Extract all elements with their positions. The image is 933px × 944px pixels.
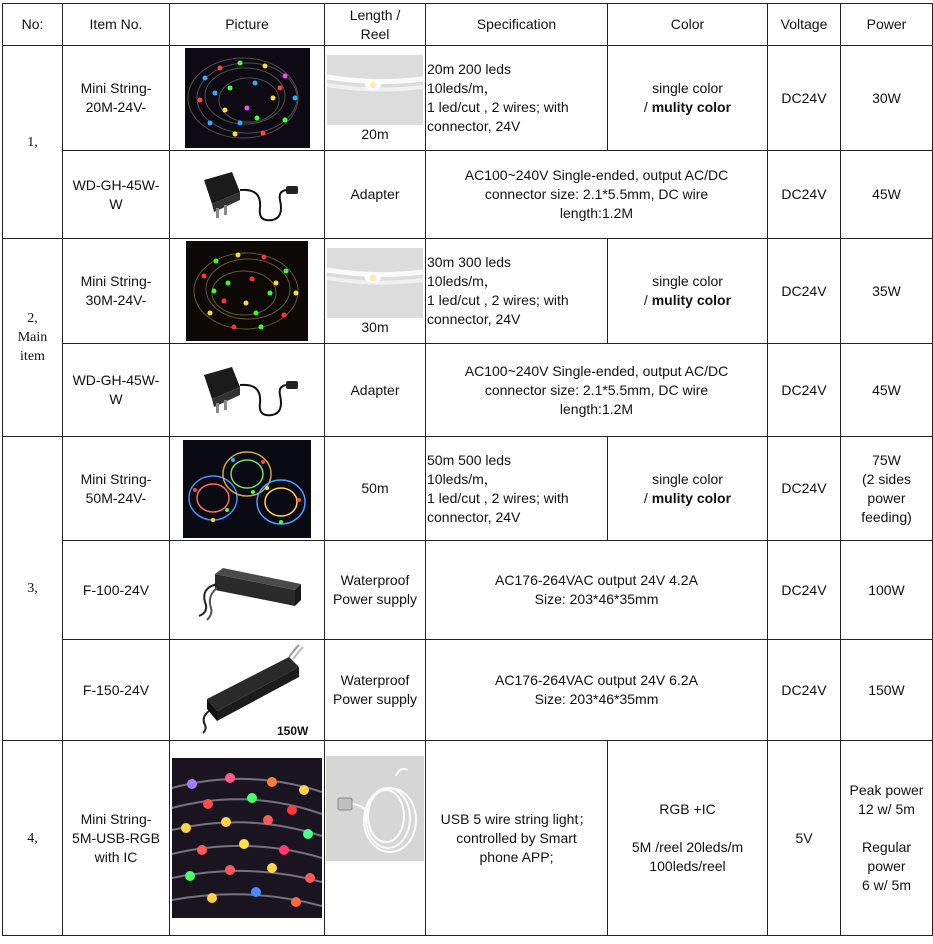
- power-line: power: [867, 858, 906, 874]
- item-line: 20M-24V-: [85, 99, 147, 115]
- specification: [426, 344, 768, 437]
- voltage-cell: DC24V: [768, 46, 841, 151]
- item-line: with IC: [94, 848, 138, 865]
- length-value: 30m: [361, 318, 389, 335]
- item-line: W: [109, 391, 123, 407]
- fairy-lights-photo-icon: [183, 440, 311, 538]
- item-number: F-150-24V: [63, 640, 170, 741]
- power-cell: 35W: [841, 239, 933, 344]
- spec-line: 10leds/m，: [427, 273, 498, 289]
- spec-line: 20m 200 leds: [427, 61, 512, 77]
- product-picture: [170, 741, 325, 936]
- spec-line: phone APP;: [479, 848, 554, 865]
- spec-line: AC100~240V Single-ended, output AC/DC: [464, 167, 729, 183]
- spec-line: 1 led/cut , 2 wires; with: [427, 489, 569, 506]
- item-line: Mini String-: [80, 470, 152, 487]
- header-voltage: Voltage: [768, 4, 841, 46]
- spec-line: AC176-264VAC output 24V 6.2A: [495, 672, 698, 688]
- spec-line: USB 5 wire string light；: [440, 810, 593, 827]
- spec-line: connector, 24V: [427, 311, 521, 327]
- item-line: WD-GH-45W-: [72, 372, 160, 388]
- voltage-cell: 5V: [768, 741, 841, 936]
- spec-line: length:1.2M: [559, 400, 634, 417]
- table-row: [3, 239, 933, 344]
- length-cell: [325, 741, 426, 936]
- waterproof-power-supply-photo-icon: [187, 550, 307, 630]
- power-line: 6 w/ 5m: [861, 877, 911, 893]
- item-line: Mini String-: [80, 80, 152, 96]
- product-picture: [170, 151, 325, 239]
- header-length: [325, 4, 426, 46]
- table-row: [3, 741, 933, 936]
- length-cell: [325, 541, 426, 640]
- header-length-line2: Reel: [360, 25, 390, 42]
- color-line: mulity color: [651, 99, 732, 115]
- item-number: [63, 344, 170, 437]
- color-line: single color: [652, 273, 723, 289]
- spec-line: 1 led/cut , 2 wires; with: [427, 99, 569, 115]
- power-line: Regular: [861, 839, 912, 855]
- header-row: [3, 4, 933, 46]
- product-picture: [170, 46, 325, 151]
- product-picture: [170, 640, 325, 741]
- spec-line: 30m 300 leds: [427, 254, 512, 270]
- table-row: [3, 344, 933, 437]
- table-row: [3, 151, 933, 239]
- color-line: RGB +IC: [659, 801, 716, 817]
- power-cell: 45W: [841, 151, 933, 239]
- color-line: 100leds/reel: [649, 858, 726, 874]
- power-line: power: [867, 489, 906, 506]
- spec-line: AC100~240V Single-ended, output AC/DC: [464, 362, 729, 379]
- header-specification: Specification: [426, 4, 608, 46]
- spec-line: length:1.2M: [559, 205, 634, 221]
- header-picture: Picture: [170, 4, 325, 46]
- table-row: [3, 541, 933, 640]
- picture-label: 150W: [277, 724, 309, 738]
- power-cell: [841, 437, 933, 541]
- power-line: 12 w/ 5m: [858, 801, 915, 817]
- product-picture: [170, 239, 325, 344]
- usb-cable-photo-icon: [326, 756, 424, 861]
- item-number: [63, 46, 170, 151]
- length-line: Power supply: [332, 691, 418, 707]
- spec-line: Size: 203*46*35mm: [534, 691, 659, 707]
- item-number: [63, 437, 170, 541]
- voltage-cell: DC24V: [768, 640, 841, 741]
- power-cell: 100W: [841, 541, 933, 640]
- spec-line: connector, 24V: [427, 508, 521, 525]
- wall-adapter-photo-icon: [192, 160, 302, 230]
- group-number-4: 4,: [3, 741, 63, 936]
- length-cell: Adapter: [325, 151, 426, 239]
- specification: [426, 541, 768, 640]
- length-cell: 50m: [325, 437, 426, 541]
- color-line: single color: [652, 470, 723, 487]
- table-row: [3, 46, 933, 151]
- power-line: 75W: [872, 451, 901, 468]
- length-line: Waterproof: [340, 572, 410, 588]
- color-line: mulity color: [651, 292, 732, 308]
- item-line: 5M-USB-RGB: [72, 829, 160, 846]
- length-cell: [325, 640, 426, 741]
- product-picture: [170, 541, 325, 640]
- specification: [426, 239, 608, 344]
- header-power: Power: [841, 4, 933, 46]
- power-line: feeding): [861, 508, 912, 525]
- color-slash: /: [643, 292, 652, 308]
- length-line: Waterproof: [340, 672, 410, 688]
- table-row: [3, 640, 933, 741]
- color-slash: /: [643, 489, 652, 506]
- length-cell: [325, 46, 426, 151]
- specification: [426, 741, 608, 936]
- led-wire-closeup-photo-icon: [327, 55, 423, 125]
- color-cell: [608, 741, 768, 936]
- table-row: [3, 437, 933, 541]
- product-picture: [170, 437, 325, 541]
- voltage-cell: DC24V: [768, 437, 841, 541]
- power-cell: 30W: [841, 46, 933, 151]
- spec-line: 50m 500 leds: [427, 451, 512, 468]
- item-line: 50M-24V-: [85, 489, 147, 506]
- specification: [426, 151, 768, 239]
- color-cell: [608, 46, 768, 151]
- item-number: [63, 151, 170, 239]
- wall-adapter-photo-icon: [192, 355, 302, 425]
- item-number: [63, 239, 170, 344]
- voltage-cell: DC24V: [768, 344, 841, 437]
- spec-line: connector, 24V: [427, 118, 521, 134]
- color-line: 5M /reel 20leds/m: [631, 839, 744, 855]
- item-line: Mini String-: [80, 273, 152, 289]
- power-cell: 150W: [841, 640, 933, 741]
- fairy-lights-photo-icon: [172, 758, 322, 918]
- item-line: 30M-24V-: [85, 292, 147, 308]
- fairy-lights-photo-icon: [186, 241, 308, 341]
- group-number-1: 1,: [3, 46, 63, 239]
- power-cell: 45W: [841, 344, 933, 437]
- led-wire-closeup-photo-icon: [327, 248, 423, 318]
- specification: [426, 437, 608, 541]
- power-line: Peak power: [849, 782, 924, 798]
- waterproof-power-supply-photo-icon: [177, 641, 317, 739]
- color-line: single color: [652, 80, 723, 96]
- group-line: item: [20, 349, 45, 364]
- spec-line: connector size: 2.1*5.5mm, DC wire: [484, 381, 709, 398]
- color-line: mulity color: [651, 489, 732, 506]
- item-line: W: [109, 195, 123, 212]
- item-number: [63, 741, 170, 936]
- color-cell: [608, 239, 768, 344]
- spec-line: 10leds/m，: [427, 470, 498, 487]
- length-cell: [325, 239, 426, 344]
- spec-line: Size: 203*46*35mm: [534, 591, 659, 607]
- item-line: WD-GH-45W-: [72, 176, 160, 193]
- length-value: 20m: [361, 125, 389, 142]
- spec-line: connector size: 2.1*5.5mm, DC wire: [484, 186, 709, 202]
- item-line: Mini String-: [80, 810, 152, 827]
- color-slash: /: [643, 99, 652, 115]
- group-number-2: [3, 239, 63, 437]
- product-picture: [170, 344, 325, 437]
- fairy-lights-photo-icon: [185, 48, 310, 148]
- spec-line: AC176-264VAC output 24V 4.2A: [495, 572, 698, 588]
- group-line: 2,: [27, 311, 38, 326]
- specification: [426, 46, 608, 151]
- voltage-cell: DC24V: [768, 151, 841, 239]
- color-cell: [608, 437, 768, 541]
- spec-line: 10leds/m，: [427, 80, 498, 96]
- power-cell: [841, 741, 933, 936]
- spec-table: [2, 3, 933, 936]
- spec-line: controlled by Smart: [456, 829, 577, 846]
- voltage-cell: DC24V: [768, 239, 841, 344]
- group-line: Main: [17, 330, 48, 345]
- specification: [426, 640, 768, 741]
- header-item-no: Item No.: [63, 4, 170, 46]
- spec-line: 1 led/cut , 2 wires; with: [427, 292, 569, 308]
- power-line: (2 sides: [861, 470, 912, 487]
- length-cell: Adapter: [325, 344, 426, 437]
- group-number-3: 3,: [3, 437, 63, 741]
- item-number: F-100-24V: [63, 541, 170, 640]
- length-line: Power supply: [332, 591, 418, 607]
- header-length-line1: Length /: [349, 6, 401, 23]
- header-no: No:: [3, 4, 63, 46]
- header-color: Color: [608, 4, 768, 46]
- voltage-cell: DC24V: [768, 541, 841, 640]
